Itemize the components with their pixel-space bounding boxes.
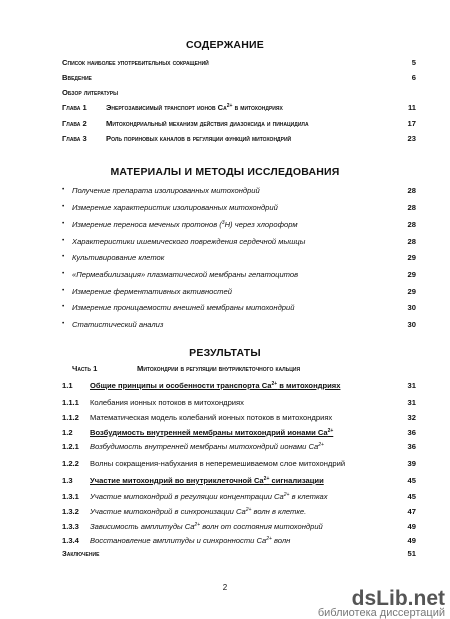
conclusion-row[interactable]: [0, 549, 450, 562]
superscript: 2+: [283, 492, 290, 498]
section-page: 31: [407, 398, 416, 407]
method-title: [72, 203, 278, 212]
method-page: 28: [407, 237, 416, 246]
text-part: Восстановление амплитуды и синхронности Ca: [90, 536, 267, 545]
text-part: в митохондриях: [277, 381, 341, 390]
toc-row[interactable]: [0, 88, 450, 101]
section-page: 47: [407, 507, 416, 516]
methods-heading: МАТЕРИАЛЫ И МЕТОДЫ ИССЛЕДОВАНИЯ: [110, 166, 340, 178]
section-title: [90, 507, 306, 516]
text-part: Возбудимость внутренней мембраны митохондрий ионами Ca: [90, 442, 319, 451]
chapter-label: Глава 2: [62, 119, 87, 128]
chapter-title: [106, 103, 283, 112]
text-part: Энергозависимый транспорт ионов Ca: [106, 103, 227, 112]
method-row[interactable]: [0, 320, 450, 333]
text-part: Измерение переноса меченых протонов (: [72, 220, 222, 229]
text-part: Участие митохондрий во внутриклеточной Ca: [90, 476, 264, 485]
part1-label: Часть 1: [72, 364, 98, 373]
method-page: 28: [407, 220, 416, 229]
section-title: [90, 398, 244, 407]
section-number: 1.2.2: [62, 459, 79, 468]
result-row[interactable]: [0, 476, 450, 489]
superscript: 2+: [245, 507, 252, 513]
bullet-icon: •: [62, 320, 65, 327]
part1-title: Митохондрии в регуляции внутриклеточного кальция: [137, 364, 301, 373]
section-number: 1.2.1: [62, 442, 79, 451]
result-row[interactable]: [0, 398, 450, 411]
chapter-page: 23: [407, 134, 416, 143]
method-page: 30: [407, 320, 416, 329]
section-page: 39: [407, 459, 416, 468]
superscript: 2+: [194, 522, 201, 528]
toc-row[interactable]: [0, 73, 450, 86]
watermark-brand: dsLib.net: [351, 587, 445, 610]
superscript: 2+: [266, 536, 272, 542]
section-page: 32: [407, 413, 416, 422]
result-row[interactable]: [0, 522, 450, 535]
method-page: 29: [407, 253, 416, 262]
toc-entry-title: Введение: [62, 73, 92, 82]
method-row[interactable]: [0, 237, 450, 250]
section-number: 1.3.3: [62, 522, 79, 531]
method-title: [72, 186, 260, 195]
conclusion-page: 51: [407, 549, 416, 558]
section-title: [90, 492, 328, 501]
section-title: [90, 459, 345, 468]
superscript: 3: [221, 220, 225, 226]
text-part: Участие митохондрий в синхронизации Ca: [90, 507, 246, 516]
section-page: 36: [407, 428, 416, 437]
section-title: [90, 442, 324, 451]
method-page: 28: [407, 186, 416, 195]
bullet-icon: •: [62, 287, 65, 294]
method-page: 28: [407, 203, 416, 212]
section-page: 49: [407, 536, 416, 545]
watermark-subtitle: библиотека диссертаций: [317, 607, 445, 619]
toc-entry-page: 6: [411, 73, 416, 82]
superscript: 2+: [271, 381, 278, 387]
method-row[interactable]: [0, 220, 450, 233]
text-part: Статистический анализ: [72, 320, 164, 329]
section-page: 31: [407, 381, 416, 390]
chapter-title: [106, 119, 309, 128]
superscript: 2+: [318, 442, 324, 448]
section-title: [90, 476, 324, 485]
method-title: [72, 320, 163, 329]
section-title: [90, 413, 332, 422]
toc-entry-title: Список наиболее употребительных сокращений: [62, 58, 209, 67]
section-number: 1.3: [62, 476, 73, 485]
text-part: волн: [271, 536, 291, 545]
text-part: волн от состояния митохондрий: [200, 522, 323, 531]
method-title: [72, 220, 298, 229]
result-row[interactable]: [0, 381, 450, 394]
text-part: Характеристики ишемического повреждения сердечной мышцы: [72, 237, 306, 246]
text-part: волн в клетке.: [251, 507, 307, 516]
method-title: [72, 287, 232, 296]
text-part: Участие митохондрий в регуляции концентрации Ca: [90, 492, 284, 501]
method-row[interactable]: [0, 303, 450, 316]
section-number: 1.3.2: [62, 507, 79, 516]
toc-entry-page: 5: [411, 58, 416, 67]
section-title: [90, 536, 290, 545]
section-title: [90, 428, 333, 437]
section-number: 1.1.2: [62, 413, 79, 422]
bullet-icon: •: [62, 237, 65, 244]
text-part: Колебания ионных потоков в митохондриях: [90, 398, 244, 407]
text-part: Измерение характеристик изолированных митохондрий: [72, 203, 278, 212]
chapter-label: Глава 3: [62, 134, 87, 143]
page-number: 2: [222, 583, 228, 592]
toc-row[interactable]: [0, 58, 450, 71]
bullet-icon: •: [62, 220, 65, 227]
part1-row[interactable]: [0, 364, 450, 377]
result-row[interactable]: [0, 507, 450, 520]
chapter-page: 11: [407, 103, 416, 112]
superscript: 2+: [226, 103, 233, 109]
toc-entry-title: Обзор литературы: [62, 88, 118, 97]
bullet-icon: •: [62, 253, 65, 260]
results-heading: РЕЗУЛЬТАТЫ: [189, 347, 261, 359]
method-page: 29: [407, 270, 416, 279]
method-row[interactable]: [0, 253, 450, 266]
method-title: [72, 270, 298, 279]
text-part: Измерение проницаемости внешней мембраны митохондрий: [72, 303, 295, 312]
section-title: [90, 522, 323, 531]
bullet-icon: •: [62, 270, 65, 277]
section-number: 1.1: [62, 381, 73, 390]
text-part: Получение препарата изолированных митохондрий: [72, 186, 260, 195]
text-part: Математическая модель колебаний ионных потоков в митохондриях: [90, 413, 333, 422]
text-part: в митохондриях: [232, 103, 283, 112]
text-part: H) через хлороформ: [224, 220, 298, 229]
section-page: 36: [407, 442, 416, 451]
bullet-icon: •: [62, 203, 65, 210]
text-part: Митохондриальный механизм действия диазоксида и пинацидила: [106, 119, 309, 128]
section-page: 45: [407, 492, 416, 501]
result-row[interactable]: [0, 536, 450, 549]
result-row[interactable]: [0, 413, 450, 426]
method-title: [72, 253, 164, 262]
section-page: 49: [407, 522, 416, 531]
result-row[interactable]: [0, 442, 450, 455]
section-number: 1.1.1: [62, 398, 79, 407]
section-number: 1.3.4: [62, 536, 79, 545]
text-part: «Пермеабилизация» плазматической мембраны гепатоцитов: [72, 270, 299, 279]
chapter-label: Глава 1: [62, 103, 87, 112]
result-row[interactable]: [0, 428, 450, 441]
watermark: [310, 589, 445, 619]
chapter-row[interactable]: [0, 103, 450, 116]
section-page: 45: [407, 476, 416, 485]
method-row[interactable]: [0, 287, 450, 300]
result-row[interactable]: [0, 459, 450, 472]
superscript: 2+: [263, 476, 270, 482]
method-page: 29: [407, 287, 416, 296]
superscript: 2+: [327, 428, 334, 434]
section-number: 1.2: [62, 428, 73, 437]
chapter-page: 17: [407, 119, 416, 128]
section-title: [90, 381, 340, 390]
text-part: Измерение ферментативных активностей: [72, 287, 232, 296]
text-part: Зависимость амплитуды Ca: [90, 522, 195, 531]
text-part: сигнализации: [269, 476, 324, 485]
text-part: Волны сокращения-набухания в неперемешиваемом слое митохондрий: [90, 459, 346, 468]
text-part: Роль пориновых каналов в регуляции функций митохондрий: [106, 134, 292, 143]
text-part: Возбудимость внутренней мембраны митохондрий ионами Ca: [90, 428, 328, 437]
bullet-icon: •: [62, 303, 65, 310]
method-row[interactable]: [0, 186, 450, 199]
chapter-row[interactable]: [0, 134, 450, 147]
method-row[interactable]: [0, 203, 450, 216]
method-title: [72, 237, 305, 246]
chapter-title: [106, 134, 291, 143]
section-number: 1.3.1: [62, 492, 79, 501]
bullet-icon: •: [62, 186, 65, 193]
text-part: в клетках: [289, 492, 328, 501]
method-page: 30: [407, 303, 416, 312]
conclusion-label: Заключение: [62, 549, 100, 558]
method-row[interactable]: [0, 270, 450, 283]
text-part: Культивирование клеток: [72, 253, 165, 262]
contents-heading: СОДЕРЖАНИЕ: [186, 39, 264, 51]
method-title: [72, 303, 294, 312]
result-row[interactable]: [0, 492, 450, 505]
text-part: Общие принципы и особенности транспорта Ca: [90, 381, 272, 390]
chapter-row[interactable]: [0, 119, 450, 132]
